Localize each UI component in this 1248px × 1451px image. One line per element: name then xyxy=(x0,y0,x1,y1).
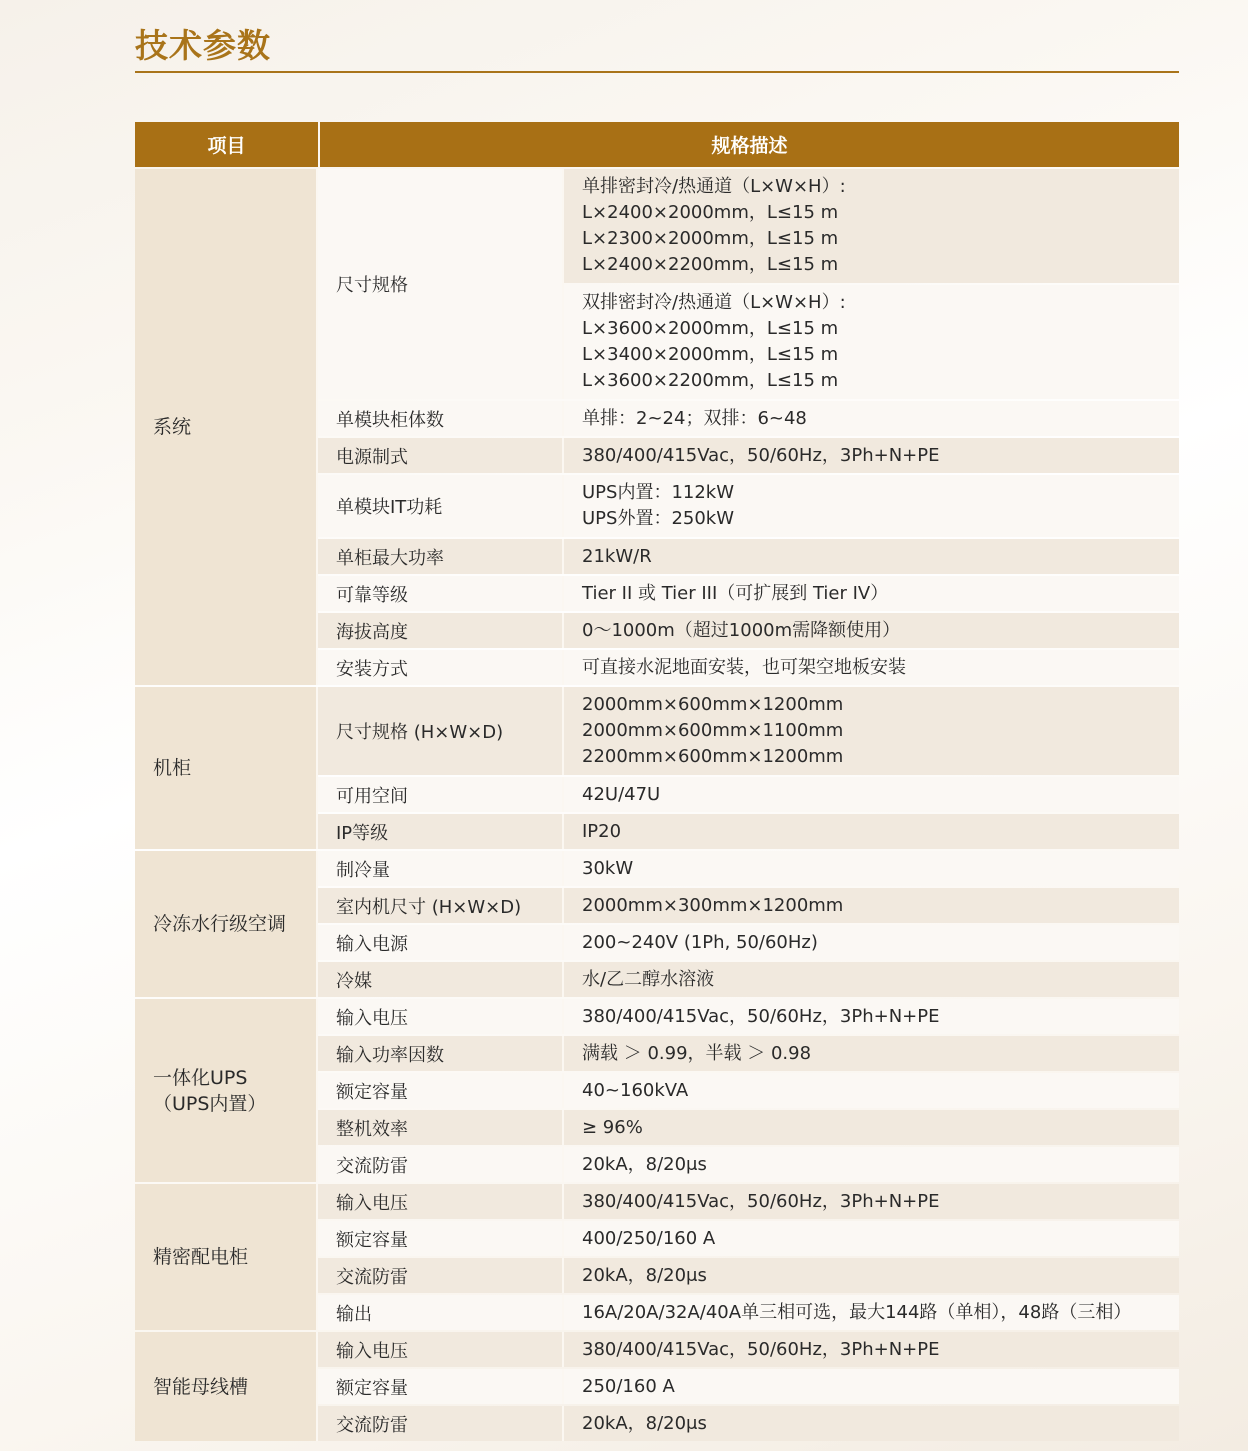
item-label: 输入电源 xyxy=(318,925,564,960)
spec-value-line: 20kA，8/20μs xyxy=(582,1153,707,1175)
item-label: 整机效率 xyxy=(318,1110,564,1145)
spec-value-line: 380/400/415Vac，50/60Hz，3Ph+N+PE xyxy=(582,1190,940,1212)
item-label: 冷媒 xyxy=(318,962,564,997)
item-label: 室内机尺寸 (H×W×D) xyxy=(318,888,564,923)
spec-value-line: 双排密封冷/热通道（L×W×H）: xyxy=(582,292,846,313)
spec-value xyxy=(564,999,1179,1034)
table-row xyxy=(135,169,1179,283)
spec-value-line: 380/400/415Vac，50/60Hz，3Ph+N+PE xyxy=(582,1005,940,1027)
spec-value-line: L×2400×2200mm，L≤15 m xyxy=(582,254,839,275)
spec-value xyxy=(564,962,1179,997)
category-cell xyxy=(135,999,318,1182)
spec-value xyxy=(564,777,1179,812)
spec-table xyxy=(135,120,1179,1443)
item-label: 输入电压 xyxy=(318,999,564,1034)
category-label: 系统 xyxy=(153,416,192,438)
spec-value-line: L×2300×2000mm，L≤15 m xyxy=(582,228,839,249)
spec-value xyxy=(564,925,1179,960)
item-label: 可用空间 xyxy=(318,777,564,812)
item-label: 额定容量 xyxy=(318,1073,564,1108)
category-cell xyxy=(135,1184,318,1330)
spec-value-line: L×3600×2200mm，L≤15 m xyxy=(582,370,839,391)
spec-value-line: 满载 ＞ 0.99，半载 ＞ 0.98 xyxy=(582,1042,812,1064)
spec-value xyxy=(564,1369,1179,1404)
spec-value xyxy=(564,650,1179,685)
category-cell xyxy=(135,1332,318,1441)
category-label: 机柜 xyxy=(153,757,192,779)
spec-value-line: UPS内置：112kW xyxy=(582,482,735,503)
item-label: 单柜最大功率 xyxy=(318,539,564,574)
spec-value xyxy=(564,576,1179,611)
spec-value-line: 200~240V (1Ph, 50/60Hz) xyxy=(582,931,818,953)
spec-value-line: ≥ 96% xyxy=(582,1116,643,1138)
spec-value-line: 42U/47U xyxy=(582,783,661,805)
category-label: 一体化UPS xyxy=(153,1066,248,1089)
item-label: 单模块IT功耗 xyxy=(318,475,564,537)
item-label: 交流防雷 xyxy=(318,1258,564,1293)
spec-value-line: 250/160 A xyxy=(582,1375,675,1397)
spec-value xyxy=(564,475,1179,537)
spec-value xyxy=(564,169,1179,283)
spec-value-line: 21kW/R xyxy=(582,545,652,567)
spec-value xyxy=(564,1036,1179,1071)
spec-value-line: 20kA，8/20μs xyxy=(582,1412,707,1434)
spec-value xyxy=(564,888,1179,923)
spec-value-line: 30kW xyxy=(582,857,634,879)
category-label: 冷冻水行级空调 xyxy=(153,913,287,935)
item-label: 海拔高度 xyxy=(318,613,564,648)
spec-value xyxy=(564,851,1179,886)
table-row xyxy=(135,1184,1179,1219)
item-label: 尺寸规格 (H×W×D) xyxy=(318,687,564,775)
spec-value xyxy=(564,539,1179,574)
spec-value xyxy=(564,613,1179,648)
spec-value-line: L×3400×2000mm，L≤15 m xyxy=(582,344,839,365)
spec-value xyxy=(564,285,1179,399)
category-label: 智能母线槽 xyxy=(153,1375,249,1398)
item-label: 尺寸规格 xyxy=(318,169,564,399)
spec-value xyxy=(564,687,1179,775)
spec-value-line: 380/400/415Vac，50/60Hz，3Ph+N+PE xyxy=(582,444,940,466)
spec-value xyxy=(564,814,1179,849)
spec-value xyxy=(564,1295,1179,1330)
spec-value-line: 0～1000m（超过1000m需降额使用） xyxy=(582,619,901,641)
spec-value-line: IP20 xyxy=(582,820,622,842)
category-cell xyxy=(135,687,318,849)
spec-value xyxy=(564,1147,1179,1182)
item-label: 输入功率因数 xyxy=(318,1036,564,1071)
item-label: IP等级 xyxy=(318,814,564,849)
table-header-row xyxy=(135,122,1179,167)
item-label: 额定容量 xyxy=(318,1369,564,1404)
spec-value xyxy=(564,1406,1179,1441)
item-label: 单模块柜体数 xyxy=(318,401,564,436)
spec-value-line: Tier II 或 Tier III（可扩展到 Tier IV） xyxy=(582,582,889,604)
spec-value xyxy=(564,1184,1179,1219)
table-row xyxy=(135,851,1179,886)
item-label: 交流防雷 xyxy=(318,1406,564,1441)
item-label: 制冷量 xyxy=(318,851,564,886)
table-row xyxy=(135,999,1179,1034)
spec-value xyxy=(564,1073,1179,1108)
spec-value-line: 2000mm×300mm×1200mm xyxy=(582,894,844,916)
spec-value-line: 可直接水泥地面安装，也可架空地板安装 xyxy=(582,656,906,678)
spec-value-line: L×2400×2000mm，L≤15 m xyxy=(582,202,839,223)
spec-value xyxy=(564,1258,1179,1293)
item-label: 安装方式 xyxy=(318,650,564,685)
spec-value-line: 380/400/415Vac，50/60Hz，3Ph+N+PE xyxy=(582,1338,940,1360)
spec-value-line: 单排：2~24；双排：6~48 xyxy=(582,407,807,429)
header-spec: 规格描述 xyxy=(318,122,1179,167)
spec-value-line: 400/250/160 A xyxy=(582,1227,716,1249)
spec-value-line: 2000mm×600mm×1100mm xyxy=(582,720,844,741)
spec-value xyxy=(564,1110,1179,1145)
spec-value-line: UPS外置：250kW xyxy=(582,508,735,529)
category-label: 精密配电柜 xyxy=(153,1246,249,1268)
spec-value-line: 单排密封冷/热通道（L×W×H）: xyxy=(582,176,846,197)
category-label: （UPS内置） xyxy=(153,1092,267,1115)
item-label: 输入电压 xyxy=(318,1184,564,1219)
item-label: 电源制式 xyxy=(318,438,564,473)
spec-value-line: 20kA，8/20μs xyxy=(582,1264,707,1286)
item-label: 交流防雷 xyxy=(318,1147,564,1182)
spec-value xyxy=(564,401,1179,436)
item-label: 输出 xyxy=(318,1295,564,1330)
item-label: 额定容量 xyxy=(318,1221,564,1256)
title-divider xyxy=(135,71,1179,73)
spec-value-line: 16A/20A/32A/40A单三相可选，最大144路（单相），48路（三相） xyxy=(582,1301,1132,1323)
table-row xyxy=(135,687,1179,775)
spec-value-line: 2000mm×600mm×1200mm xyxy=(582,694,844,715)
page-title: 技术参数 xyxy=(135,26,271,65)
header-item: 项目 xyxy=(135,122,318,167)
item-label: 可靠等级 xyxy=(318,576,564,611)
item-label: 输入电压 xyxy=(318,1332,564,1367)
spec-value xyxy=(564,438,1179,473)
spec-value-line: 40~160kVA xyxy=(582,1079,689,1101)
spec-value xyxy=(564,1221,1179,1256)
category-cell xyxy=(135,851,318,997)
spec-value-line: 水/乙二醇水溶液 xyxy=(582,968,715,990)
spec-value xyxy=(564,1332,1179,1367)
category-cell xyxy=(135,169,318,685)
spec-value-line: L×3600×2000mm，L≤15 m xyxy=(582,318,839,339)
spec-value-line: 2200mm×600mm×1200mm xyxy=(582,746,844,767)
table-row xyxy=(135,1332,1179,1367)
